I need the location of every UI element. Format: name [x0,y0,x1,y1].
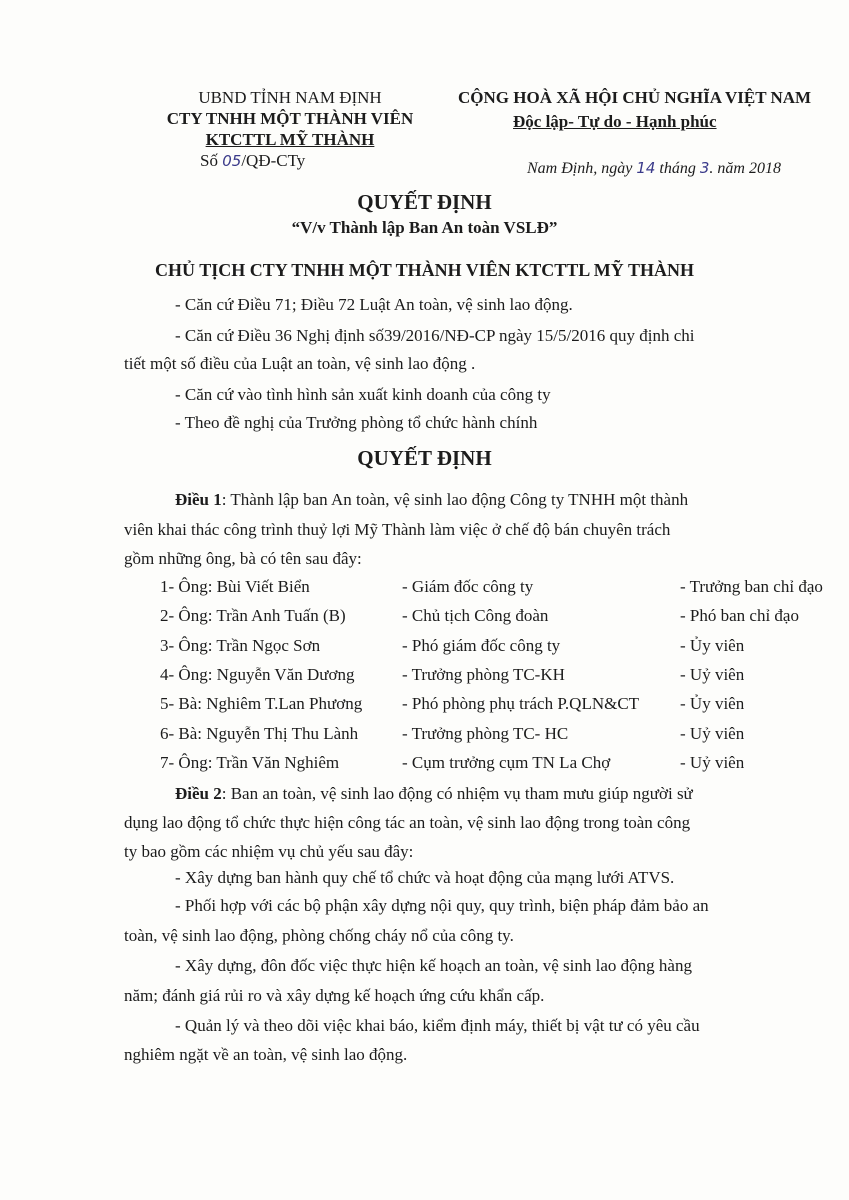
member-row [160,606,840,634]
article-2-line1 [175,780,693,808]
basis-3: - Căn cứ vào tình hình sản xuất kinh doanh của công ty [175,385,551,404]
issue-date-month-label: tháng [655,160,700,177]
member-name: 3- Ông: Trần Ngọc Sơn [160,636,321,655]
member-position: - Trưởng phòng TC- HC [402,724,569,743]
issuer-company-short: KTCTTL MỸ THÀNH [205,130,375,149]
decision-heading: QUYẾT ĐỊNH [357,446,492,470]
member-role: - Uỷ viên [680,753,745,772]
basis-2-line1: - Căn cứ Điều 36 Nghị định số39/2016/NĐ-CP ngày 15/5/2016 quy định chi [175,326,695,345]
member-name: 4- Ông: Nguyễn Văn Dương [160,665,355,684]
member-name: 2- Ông: Trần Anh Tuấn (B) [160,606,346,625]
task-3-line2: năm; đánh giá rủi ro và xây dựng kế hoạch ứng cứu khẩn cấp. [124,986,545,1005]
member-row [160,577,840,605]
national-motto: Độc lập- Tự do - Hạnh phúc [513,112,717,131]
national-title: CỘNG HOÀ XÃ HỘI CHỦ NGHĨA VIỆT NAM [458,88,812,107]
member-row [160,753,840,781]
task-2-line2: toàn, vệ sinh lao động, phòng chống cháy nổ của công ty. [124,926,514,945]
member-name: 6- Bà: Nguyễn Thị Thu Lành [160,724,359,743]
document-number-prefix: Số [200,151,223,170]
document-number [200,151,305,171]
member-row [160,724,840,752]
member-position: - Cụm trưởng cụm TN La Chợ [402,753,611,772]
task-1: - Xây dựng ban hành quy chế tổ chức và hoạt động của mạng lưới ATVS. [175,868,675,887]
member-name: 1- Ông: Bùi Viết Biển [160,577,310,596]
document-title: QUYẾT ĐỊNH [357,190,492,214]
task-2-line1: - Phối hợp với các bộ phận xây dựng nội quy, quy trình, biện pháp đảm bảo an [175,896,709,915]
article-1-text: : Thành lập ban An toàn, vệ sinh lao động Công ty TNHH một thành [221,490,689,509]
article-2-label: Điều 2 [175,784,222,803]
issue-date-prefix: Nam Định, ngày [527,160,637,177]
issue-date [527,159,781,178]
member-name: 5- Bà: Nghiêm T.Lan Phương [160,694,363,713]
document-number-suffix: /QĐ-CTy [241,151,306,170]
task-4-line2: nghiêm ngặt về an toàn, vệ sinh lao động. [124,1045,408,1064]
issuing-authority: CHỦ TỊCH CTY TNHH MỘT THÀNH VIÊN KTCTTL MỸ THÀNH [155,260,694,280]
member-position: - Phó giám đốc công ty [402,636,561,655]
basis-4: - Theo đề nghị của Trưởng phòng tổ chức hành chính [175,413,538,432]
article-1-label: Điều 1 [175,490,222,509]
member-name: 7- Ông: Trần Văn Nghiêm [160,753,340,772]
issuer-company: CTY TNHH MỘT THÀNH VIÊN [166,109,414,128]
member-position: - Trưởng phòng TC-KH [402,665,565,684]
member-row [160,694,840,722]
member-role: - Ủy viên [680,694,745,713]
member-position: - Phó phòng phụ trách P.QLN&CT [402,694,640,713]
member-position: - Giám đốc công ty [402,577,534,596]
member-role: - Trưởng ban chỉ đạo [680,577,823,596]
issue-date-year: . năm 2018 [709,160,781,177]
document-subject: “V/v Thành lập Ban An toàn VSLĐ” [291,218,558,237]
basis-2-line2: tiết một số điều của Luật an toàn, vệ sinh lao động . [124,354,476,373]
article-2-line2: dụng lao động tổ chức thực hiện công tác an toàn, vệ sinh lao động trong toàn công [124,813,691,832]
issue-date-month: 3 [699,159,710,177]
member-role: - Uỷ viên [680,665,745,684]
article-1-line1 [175,486,688,514]
member-position: - Chủ tịch Công đoàn [402,606,549,625]
basis-1: - Căn cứ Điều 71; Điều 72 Luật An toàn, vệ sinh lao động. [175,295,573,314]
issue-date-day: 14 [636,159,656,177]
member-role: - Phó ban chỉ đạo [680,606,799,625]
member-row [160,665,840,693]
article-2-line3: ty bao gồm các nhiệm vụ chủ yếu sau đây: [124,842,414,861]
article-1-line2: viên khai thác công trình thuỷ lợi Mỹ Thành làm việc ở chế độ bán chuyên trách [124,520,671,539]
article-2-text: : Ban an toàn, vệ sinh lao động có nhiệm vụ tham mưu giúp người sử [221,784,693,803]
issuer-authority: UBND TỈNH NAM ĐỊNH [198,88,382,107]
article-1-line3: gồm những ông, bà có tên sau đây: [124,549,362,568]
member-row [160,636,840,664]
document-number-handwritten: 05 [222,152,242,170]
task-4-line1: - Quản lý và theo dõi việc khai báo, kiểm định máy, thiết bị vật tư có yêu cầu [175,1016,700,1035]
member-role: - Uỷ viên [680,724,745,743]
task-3-line1: - Xây dựng, đôn đốc việc thực hiện kế hoạch an toàn, vệ sinh lao động hàng [175,956,692,975]
member-role: - Ủy viên [680,636,745,655]
